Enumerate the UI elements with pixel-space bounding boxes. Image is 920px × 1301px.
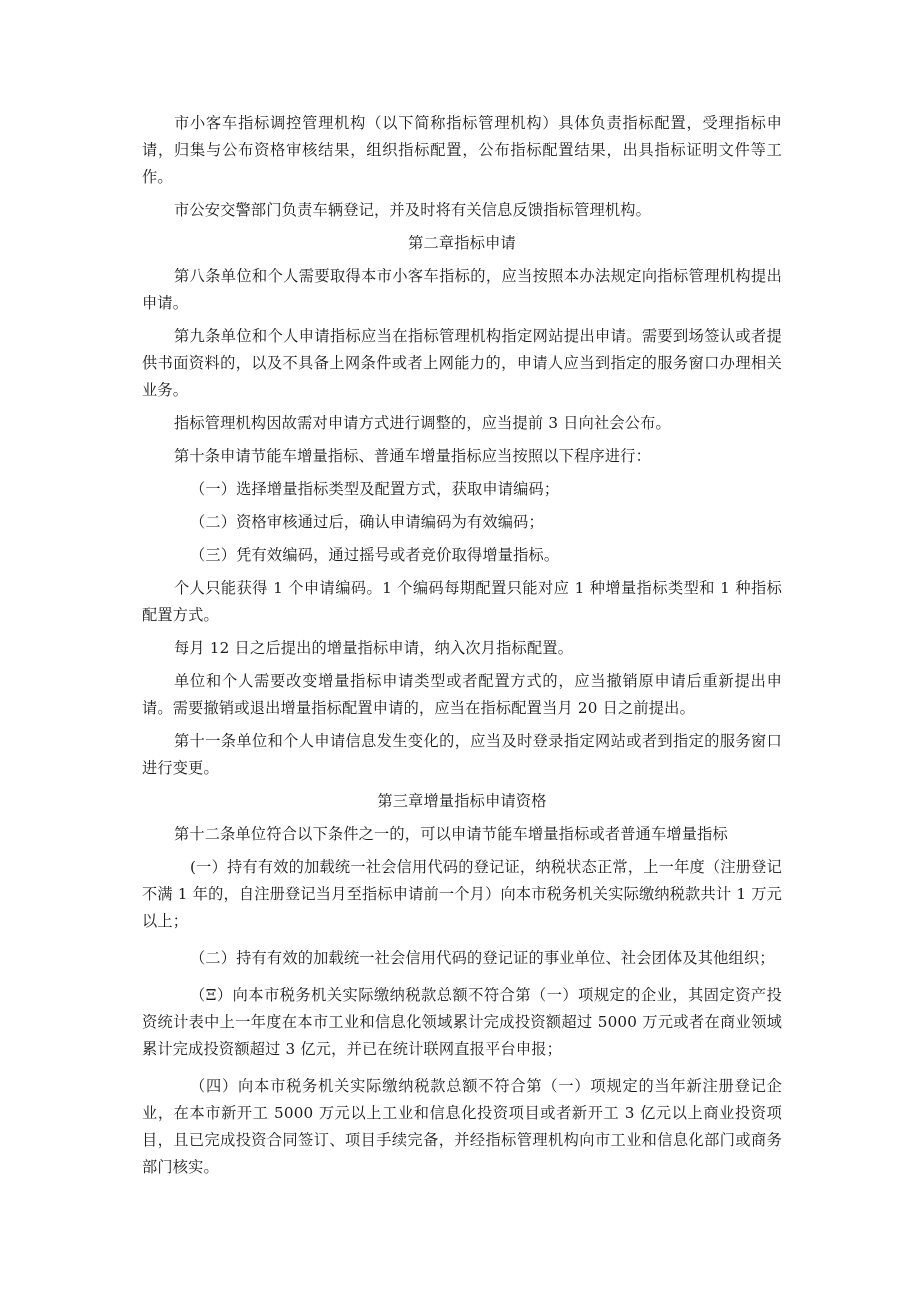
paragraph: 每月 12 日之后提出的增量指标申请，纳入次月指标配置。 — [174, 639, 574, 657]
paragraph: 个人只能获得 1 个申请编码。1 个编码每期配置只能对应 1 种增量指标类型和 1 种指标配置方式。 — [142, 579, 782, 624]
paragraph: 第十条申请节能车增量指标、普通车增量指标应当按照以下程序进行： — [174, 447, 652, 465]
list-item: （Ξ）向本市税务机关实际缴纳税款总额不符合第（一）项规定的企业，其固定资产投资统计表中上一年度在本市工业和信息化领域累计完成投资额超过 5000 万元或者在商业领域累计完成投资额超过 3 亿元，并已在统计联网直报平台申报； — [142, 986, 782, 1058]
paragraph: 第八条单位和个人需要取得本市小客车指标的，应当按照本办法规定向指标管理机构提出申请。 — [142, 267, 782, 312]
paragraph: 第十二条单位符合以下条件之一的，可以申请节能车增量指标或者普通车增量指标 — [174, 825, 728, 843]
document-body — [142, 110, 782, 1187]
list-item: (一）持有有效的加载统一社会信用代码的登记证，纳税状态正常，上一年度（注册登记不满 1 年的，自注册登记当月至指标申请前一个月）向本市税务机关实际缴纳税款共计 1 万元以上； — [142, 858, 782, 930]
paragraph: 第十一条单位和个人申请信息发生变化的，应当及时登录指定网站或者到指定的服务窗口进行变更。 — [142, 732, 782, 777]
paragraph: 第九条单位和个人申请指标应当在指标管理机构指定网站提出申请。需要到场签认或者提供书面资料的，以及不具备上网条件或者上网能力的，申请人应当到指定的服务窗口办理相关业务。 — [142, 327, 782, 399]
list-item: （一）选择增量指标类型及配置方式，获取申请编码； — [190, 480, 560, 498]
chapter-heading: 第二章指标申请 — [408, 234, 516, 252]
paragraph: 指标管理机构因故需对申请方式进行调整的，应当提前 3 日向社会公布。 — [174, 414, 671, 432]
list-item: （四）向本市税务机关实际缴纳税款总额不符合第（一）项规定的当年新注册登记企业，在本市新开工 5000 万元以上工业和信息化投资项目或者新开工 3 亿元以上商业投资项目，且已完成投资合同签订、项目手续完备，并经指标管理机构向市工业和信息化部门或商务部门核实。 — [142, 1077, 782, 1176]
list-item: （二）持有有效的加载统一社会信用代码的登记证的事业单位、社会团体及其他组织； — [190, 949, 775, 967]
list-item: （三）凭有效编码，通过摇号或者竞价取得增量指标。 — [190, 546, 560, 564]
paragraph: 市小客车指标调控管理机构（以下简称指标管理机构）具体负责指标配置，受理指标申请，归集与公布资格审核结果，组织指标配置，公布指标配置结果，出具指标证明文件等工作。 — [142, 114, 782, 186]
paragraph: 市公安交警部门负责车辆登记，并及时将有关信息反馈指标管理机构。 — [174, 201, 652, 219]
chapter-heading: 第三章增量指标申请资格 — [377, 792, 547, 810]
paragraph: 单位和个人需要改变增量指标申请类型或者配置方式的，应当撤销原申请后重新提出申请。需要撤销或退出增量指标配置申请的，应当在指标配置当月 20 日之前提出。 — [142, 672, 782, 717]
list-item: （二）资格审核通过后，确认申请编码为有效编码； — [190, 513, 544, 531]
